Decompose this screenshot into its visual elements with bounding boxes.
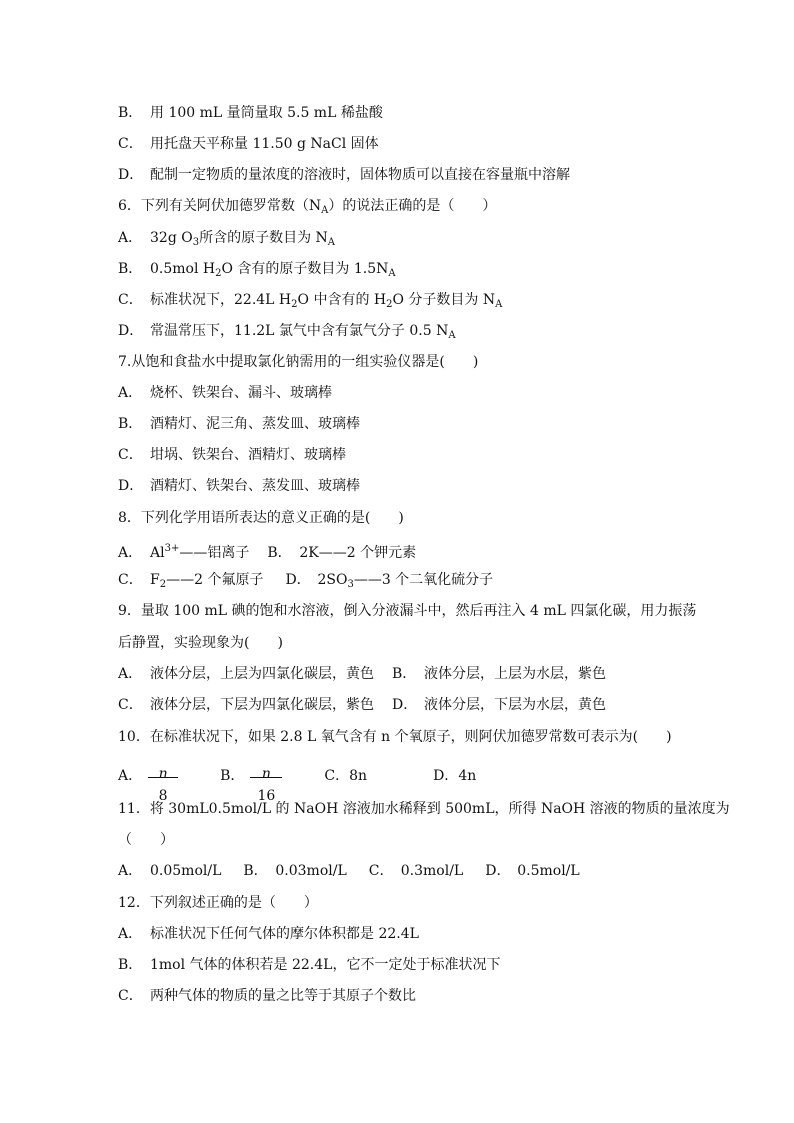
q10-stem: 10．在标准状况下，如果 2.8 L 氧气含有 n 个氧原子，则阿伏加德罗常数可表示为( )	[118, 729, 672, 745]
q6-option-d: D． 常温常压下，11.2L 氯气中含有氯气分子 0.5 $N_A$	[118, 323, 456, 341]
q7-option-d: D． 酒精灯、铁架台、蒸发皿、玻璃棒	[118, 478, 360, 494]
q7-option-b: B． 酒精灯、泥三角、蒸发皿、玻璃棒	[118, 416, 360, 432]
q12-option-a: A． 标准状况下任何气体的摩尔体积都是 22.4L	[118, 926, 419, 942]
q8-options-cd: C． $F_2——2$ 个氟原子 D． $2SO_3——3$ 个二氧化硫分子	[118, 572, 494, 590]
q10-options: A． n 8 B． n 16 C．8n D．4n	[118, 758, 476, 794]
q5-option-b: B． 用 100 mL 量筒量取 5.5 mL 稀盐酸	[118, 105, 383, 121]
q9-options-ab: A． 液体分层，上层为四氯化碳层，黄色 B． 液体分层，上层为水层，紫色	[118, 666, 606, 682]
q8-stem: 8．下列化学用语所表达的意义正确的是( )	[118, 510, 404, 526]
q7-option-a: A． 烧杯、铁架台、漏斗、玻璃棒	[118, 385, 332, 401]
q9-stem-line1: 9．量取 100 mL 碘的饱和水溶液，倒入分液漏斗中，然后再注入 4 mL 四氯化碳，用力振荡	[118, 603, 697, 619]
q7-stem: 7.从饱和食盐水中提取氯化钠需用的一组实验仪器是( )	[118, 354, 479, 370]
q7-option-c: C． 坩埚、铁架台、酒精灯、玻璃棒	[118, 447, 346, 463]
q10-fraction-b: n 16	[248, 758, 284, 794]
q6-option-b: B． 0.5mol $H_2O$ 含有的原子数目为 $1.5N_A$	[118, 261, 396, 279]
q6-option-a: A． 32g $O_3$所含的原子数目为 $N_A$	[118, 230, 336, 248]
q11-stem-line2: （ ）	[118, 832, 174, 848]
q11-stem-line1: 11．将 30mL0.5mol/L 的 NaOH 溶液加水稀释到 500mL，所得 NaOH 溶液的物质的量浓度为	[118, 801, 730, 817]
q12-stem: 12．下列叙述正确的是（ ）	[118, 895, 318, 911]
q9-stem-line2: 后静置，实验现象为( )	[118, 635, 283, 651]
q5-option-c: C． 用托盘天平称量 11.50 g NaCl 固体	[118, 136, 379, 152]
q6-option-c: C． 标准状况下，22.4L $H_2O$ 中含有的 $H_2O$ 分子数目为 $N_A$	[118, 292, 503, 310]
q6-stem: 6．下列有关阿伏加德罗常数$(N_A)$的说法正确的是（ ）	[118, 198, 497, 216]
q10-fraction-a: n 8	[146, 758, 180, 794]
q12-option-b: B． 1mol 气体的体积若是 22.4L，它不一定处于标准状况下	[118, 957, 501, 973]
q9-options-cd: C． 液体分层，下层为四氯化碳层，紫色 D． 液体分层，下层为水层，黄色	[118, 697, 606, 713]
q11-options: A． 0.05mol/L B． 0.03mol/L C． 0.3mol/L D． 0.5mol/L	[118, 863, 580, 879]
q12-option-c: C． 两种气体的物质的量之比等于其原子个数比	[118, 988, 416, 1004]
q8-options-ab: A． $Al^{3+}——$铝离子 B． 2K——2 个钾元素	[118, 543, 417, 561]
q5-option-d: D． 配制一定物质的量浓度的溶液时，固体物质可以直接在容量瓶中溶解	[118, 167, 570, 183]
